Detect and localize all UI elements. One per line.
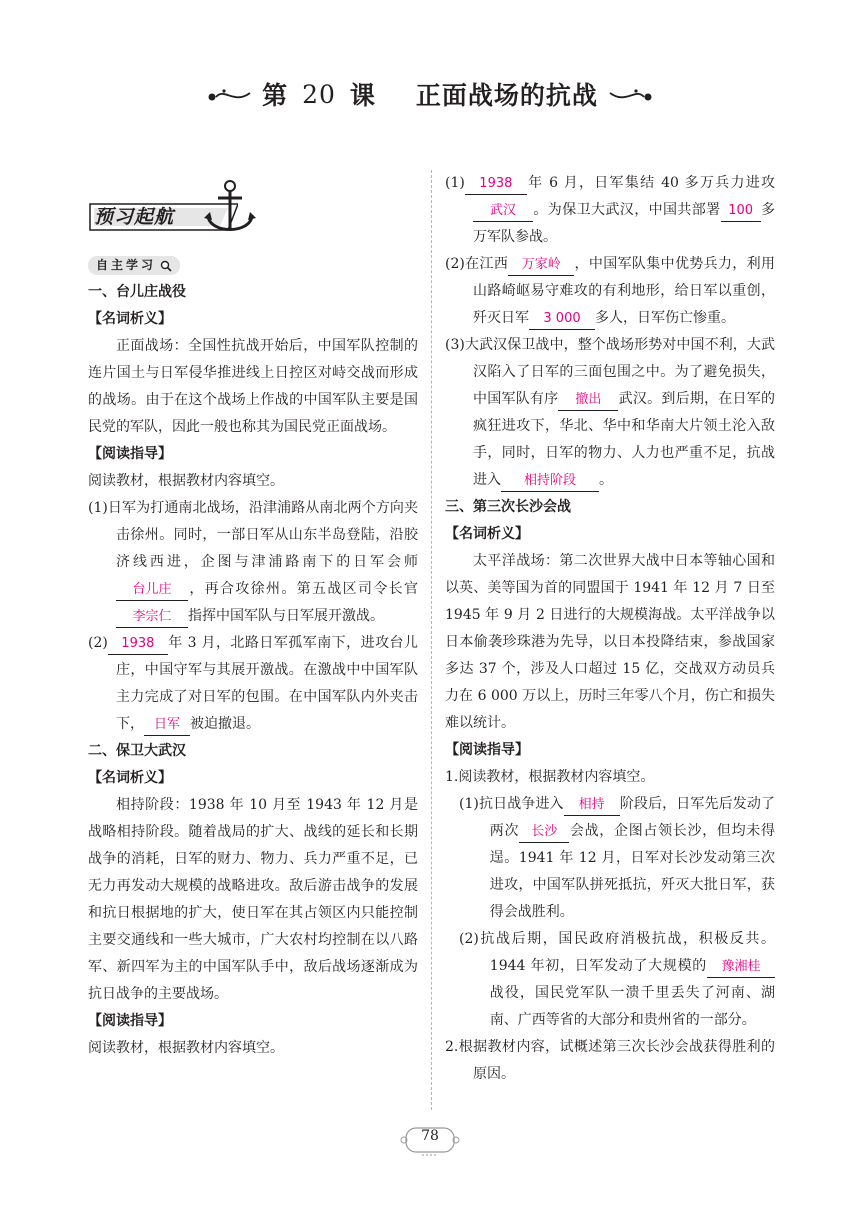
section-heading-1: 一、台儿庄战役 — [88, 284, 186, 300]
wuhan-question-2: (2)在江西 万家岭 ，中国军队集中优势兵力，利用山路崎岖易守难攻的有利地形，给日军以重创，歼灭日军 3 000 多人，日军伤亡惨重。 — [445, 251, 775, 332]
wuhan-question-3: (3)大武汉保卫战中，整个战场形势对中国不利，大武汉陷入了日军的三面包围之中。为了避免损失，中国军队有序 撤出 武汉。到后期，在日军的疯狂进攻下，华北、华中和华南大片领土沦入敌手，同时，日军的物力、人力也严重不足，抗战进入 相持阶段 。 — [445, 332, 775, 494]
term-definition-stalemate: 相持阶段：1938 年 10 月至 1943 年 12 月是战略相持阶段。随着战局的扩大、战线的延长和长期战争的消耗，日军的财力、物力、兵力严重不足，已无力再发动大规模的战略进攻。敌后游击战争的发展和抗日根据地的扩大，使日军在其占领区内只能控制主要交通线和一些大城市，广大农村均控制在以八路军、新四军为主的中国军队手中，敌后战场逐渐成为抗日战争的主要战场。 — [88, 797, 418, 1002]
answer-blank: 相持阶段 — [501, 471, 599, 492]
answer-blank: 1938 — [108, 634, 168, 655]
left-swirl-icon — [204, 83, 252, 105]
guide-item-2: 2.根据教材内容，试概述第三次长沙会战获得胜利的原因。 — [445, 1039, 775, 1082]
self-study-tag — [88, 256, 180, 275]
section-banner — [88, 172, 418, 242]
section-heading-2: 二、保卫大武汉 — [88, 743, 186, 759]
answer-blank: 3 000 — [529, 309, 595, 330]
guide-label: 【阅读指导】 — [445, 742, 529, 758]
title-area — [0, 76, 860, 112]
wuhan-question-1: (1) 1938 年 6 月，日军集结 40 多万兵力进攻武汉 。为保卫大武汉，中国共部署 100 多万军队参战。 — [445, 175, 776, 245]
anchor-icon — [200, 178, 260, 240]
question-2: (2) 1938 年 3 月，北路日军孤军南下，进攻台儿庄，中国守军与其展开激战。在激战中中国军队主力完成了对日军的包围。在中国军队内外夹击下， 日军 被迫撤退。 — [88, 630, 418, 738]
column-divider — [431, 170, 432, 1110]
answer-blank: 万家岭 — [508, 255, 574, 276]
right-column — [445, 170, 775, 1088]
left-column — [88, 170, 418, 1062]
answer-blank: 台儿庄 — [116, 580, 188, 601]
guide-item-1: 1.阅读教材，根据教材内容填空。 — [445, 769, 655, 785]
answer-blank: 豫湘桂 — [707, 957, 775, 978]
term-label: 【名词析义】 — [88, 311, 172, 327]
answer-blank: 长沙 — [519, 822, 569, 843]
lesson-title — [204, 76, 656, 112]
page-number: 78 — [421, 1128, 439, 1144]
title-suffix: 课 — [349, 81, 376, 110]
term-label: 【名词析义】 — [88, 770, 172, 786]
magnifier-icon — [160, 260, 172, 272]
right-swirl-icon — [608, 83, 656, 105]
answer-blank: 100 — [721, 201, 761, 222]
guide-label: 【阅读指导】 — [88, 1013, 172, 1029]
answer-blank: 1938 — [465, 174, 527, 195]
guide-intro: 阅读教材，根据教材内容填空。 — [88, 473, 284, 489]
changsha-question-2: (2)抗战后期，国民政府消极抗战，积极反共。1944 年初，日军发动了大规模的 豫湘桂战役，国民党军队一溃千里丢失了河南、湖南、广西等省的大部分和贵州省的一部分。 — [459, 931, 775, 1028]
answer-blank: 武汉 — [473, 201, 533, 222]
tag-label: 自主学习 — [96, 258, 157, 272]
changsha-question-1: (1)抗日战争进入 相持 阶段后，日军先后发动了两次 长沙 会战，企图占领长沙，但均未得逞。1941 年 12 月，日军对长沙发动第三次进攻，中国军队拼死抵抗，歼灭大批日军，获得会战胜利。 — [459, 796, 776, 920]
answer-blank: 李宗仁 — [116, 607, 188, 628]
guide-label: 【阅读指导】 — [88, 446, 172, 462]
answer-blank: 相持 — [564, 795, 620, 816]
banner-label: 预习起航 — [94, 206, 175, 228]
question-1: (1)日军为打通南北战场，沿津浦路从南北两个方向夹击徐州。同时，一部日军从山东半岛登陆，沿胶济线西进，企图与津浦路南下的日军会师台儿庄 ，再合攻徐州。第五战区司令长官李宗仁 指挥中国军队与日军展开激战。 — [88, 495, 418, 630]
section-heading-3: 三、第三次长沙会战 — [445, 499, 571, 515]
lesson-number: 20 — [302, 79, 336, 109]
lesson-name: 正面战场的抗战 — [415, 81, 598, 110]
title-prefix: 第 — [262, 81, 289, 110]
term-definition-front-battlefield: 正面战场：全国性抗战开始后，中国军队控制的连片国土与日军侵华推进线上日控区对峙交战而形成的战场。由于在这个战场上作战的中国军队主要是国民党的军队，因此一般也称其为国民党正面战场。 — [88, 338, 418, 435]
answer-blank: 日军 — [144, 715, 190, 736]
term-definition-pacific: 太平洋战场：第二次世界大战中日本等轴心国和以英、美等国为首的同盟国于 1941 年 12 月 7 日至 1945 年 9 月 2 日进行的大规模海战。太平洋战争以日本偷袭珍珠港为先导，以日本投降结束，参战国家多达 37 个，涉及人口超过 15 亿，交战双方动员兵力在 6 000 万以上，历时三年零八个月，伤亡和损失难以统计。 — [445, 553, 775, 731]
answer-blank: 撤出 — [558, 390, 618, 411]
guide-intro: 阅读教材，根据教材内容填空。 — [88, 1040, 284, 1056]
term-label: 【名词析义】 — [445, 526, 529, 542]
